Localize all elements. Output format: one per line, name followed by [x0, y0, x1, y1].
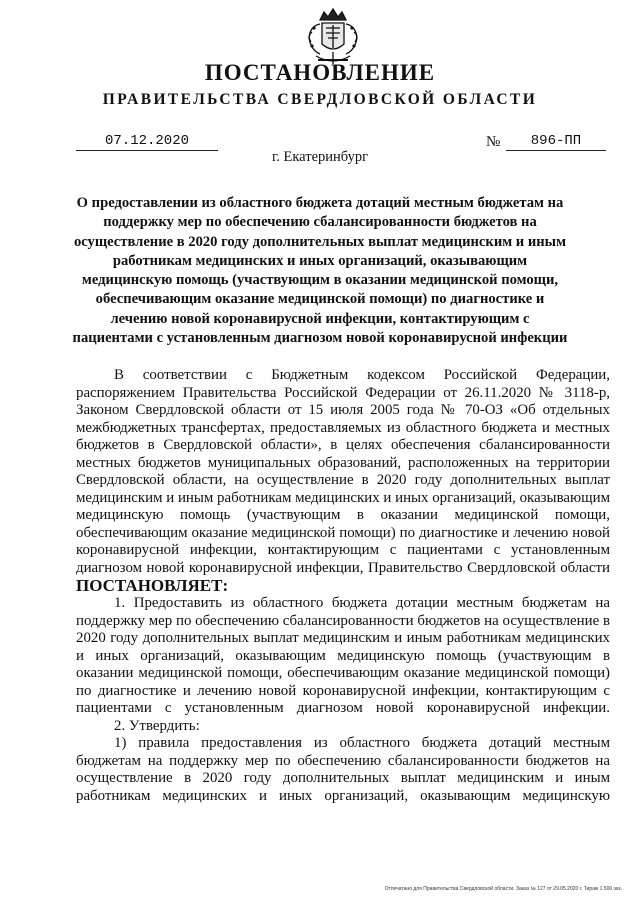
number-label: №	[486, 134, 501, 150]
document-title: ПОСТАНОВЛЕНИЕ	[204, 60, 436, 85]
preamble-paragraph: В соответствии с Бюджетным кодексом Российской Федерации, распоряжением Правительства Российской Федерации от 26.11.2020 № 3118-р, Законом Свердловской области от 15 июля 2005 года № 70-ОЗ «Об отдельных межбюджетных трансфертах, предоставляемых из областного бюджета и местных бюджетов в Свердловской области», в целях обеспечения сбалансированности местных бюджетов муниципальных образований, расположенных на территории Свердловской области, на осуществление в 2020 году дополнительных выплат медицинским и иным работникам медицинских и иных организаций, оказывающим медицинскую помощь (участвующим в оказании медицинской помощи, обеспечивающим оказание медицинской помощи) по диагностике и лечению новой коронавирусной инфекции, контактирующим с пациентами с установленным диагнозом новой коронавирусной инфекции, Правительство Свердловской области	[76, 367, 610, 576]
item-1-paragraph: 1. Предоставить из областного бюджета дотации местным бюджетам на поддержку мер по обеспечению сбалансированности бюджетов на осуществление в 2020 году дополнительных выплат медицинским и иным работникам медицинских и иных организаций, оказывающим медицинскую помощь (участвующим в оказании медицинской помощи, обеспечивающим оказание медицинской помощи) по диагностике и лечению новой коронавирусной инфекции, контактирующим с пациентами с установленным диагнозом новой коронавирусной инфекции.	[76, 595, 610, 716]
document-body	[76, 367, 610, 805]
item-2-1-paragraph: 1) правила предоставления из областного бюджета дотаций местным бюджетам на поддержку мер по обеспечению сбалансированности бюджетов на осуществление в 2020 году дополнительных выплат медицинским и иным работникам медицинских и иных организаций, оказывающим медицинскую	[76, 735, 610, 804]
document-number: 896-ПП	[506, 133, 606, 151]
document-subtitle: ПРАВИТЕЛЬСТВА СВЕРДЛОВСКОЙ ОБЛАСТИ	[102, 91, 538, 108]
document-date: 07.12.2020	[76, 133, 218, 151]
city-line: г. Екатеринбург	[271, 149, 369, 165]
decree-keyword: ПОСТАНОВЛЯЕТ:	[76, 576, 229, 595]
crown-shield-icon	[302, 6, 364, 68]
print-footer: Отпечатано для Правительства Свердловской области. Заказ № 127 от 29.05.2020 г. Тираж 1 500 экз.	[384, 886, 622, 892]
item-2-paragraph: 2. Утвердить:	[114, 717, 200, 734]
document-heading: О предоставлении из областного бюджета дотаций местным бюджетам на поддержку мер по обеспечению сбалансированности бюджетов на осуществление в 2020 году дополнительных выплат медицинским и иным работникам медицинских и иных организаций, оказывающим медицинскую помощь (участвующим в оказании медицинской помощи, обеспечивающим оказание медицинской помощи) по диагностике и лечению новой коронавирусной инфекции, контактирующим с пациентами с установленным диагнозом новой коронавирусной инфекции	[72, 195, 568, 347]
